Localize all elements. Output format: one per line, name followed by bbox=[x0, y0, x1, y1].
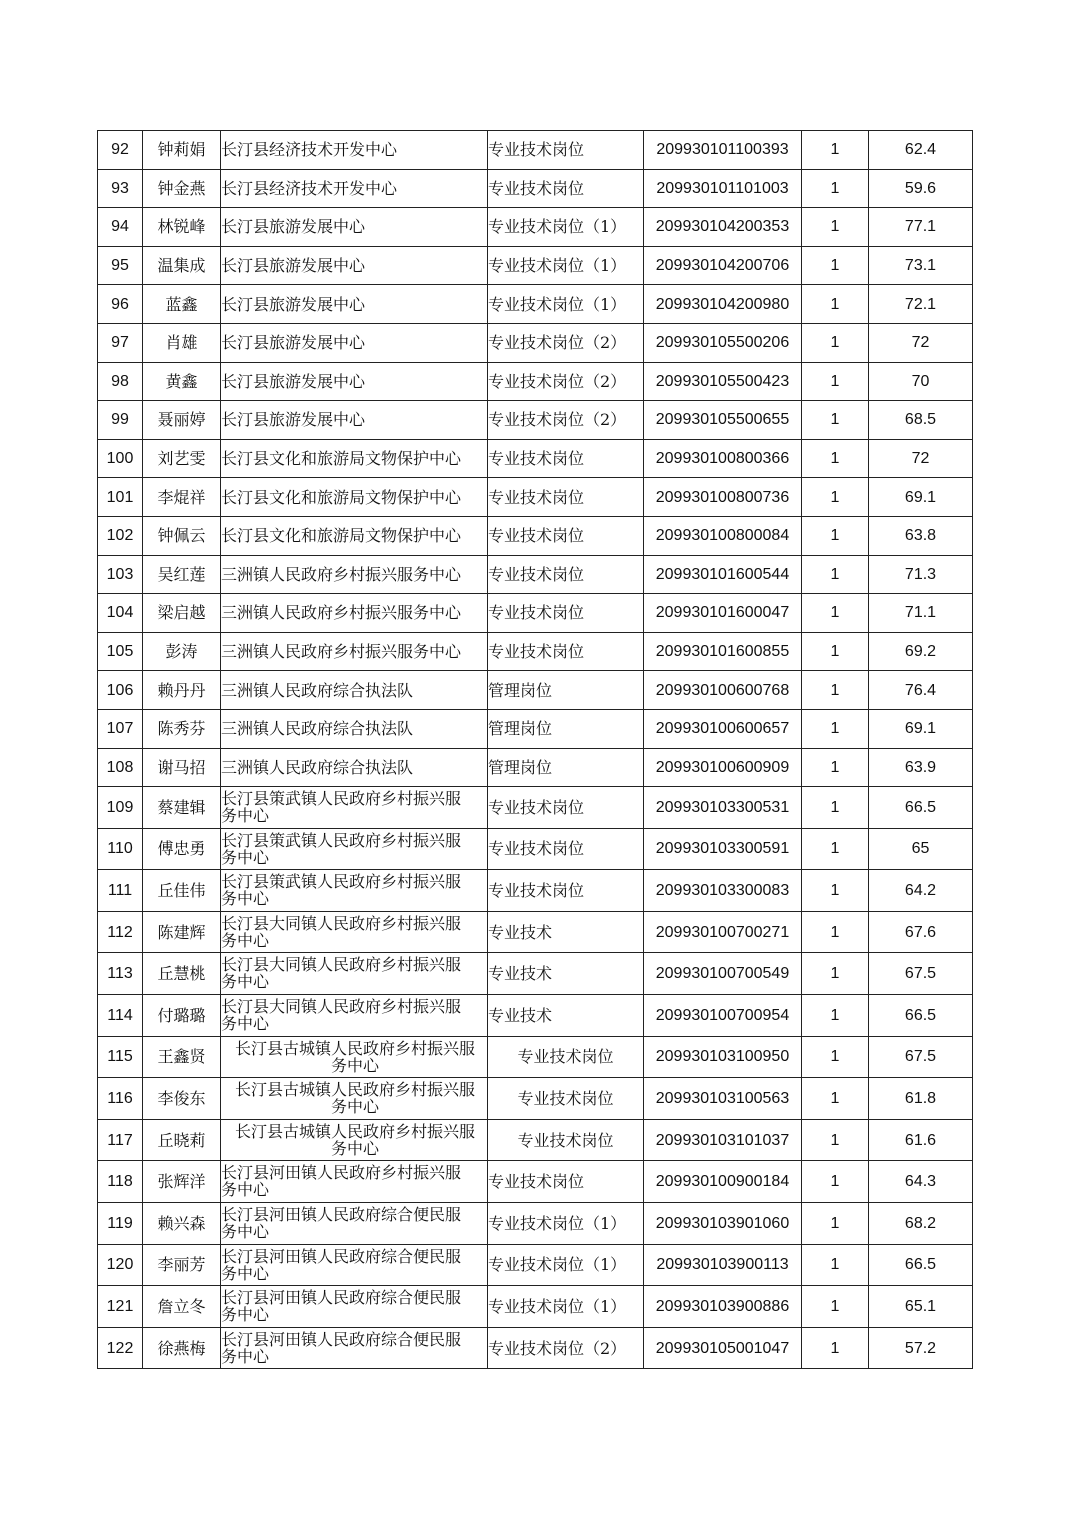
hiring-quota: 1 bbox=[802, 323, 869, 362]
hiring-quota: 1 bbox=[802, 1161, 869, 1203]
hiring-quota: 1 bbox=[802, 1327, 869, 1369]
position-title: 专业技术岗位 bbox=[488, 1119, 644, 1161]
employer-unit bbox=[221, 1244, 488, 1286]
position-title: 专业技术岗位（1） bbox=[488, 246, 644, 285]
exam-ticket-number: 209930100900184 bbox=[644, 1161, 802, 1203]
row-index: 116 bbox=[98, 1078, 143, 1120]
candidate-name: 蓝鑫 bbox=[143, 285, 221, 324]
table-row bbox=[98, 1203, 973, 1245]
row-index: 122 bbox=[98, 1327, 143, 1369]
exam-score: 66.5 bbox=[869, 1244, 973, 1286]
table-row bbox=[98, 516, 973, 555]
hiring-quota: 1 bbox=[802, 1286, 869, 1328]
employer-unit-text: 长汀县策武镇人民政府乡村振兴服务中心 bbox=[221, 789, 462, 826]
exam-score: 62.4 bbox=[869, 131, 973, 170]
hiring-quota: 1 bbox=[802, 439, 869, 478]
table-row bbox=[98, 285, 973, 324]
row-index: 111 bbox=[98, 870, 143, 912]
row-index: 110 bbox=[98, 828, 143, 870]
candidate-name: 梁启越 bbox=[143, 594, 221, 633]
candidate-name: 陈秀芬 bbox=[143, 709, 221, 748]
position-title: 专业技术岗位 bbox=[488, 516, 644, 555]
candidate-name: 丘慧桃 bbox=[143, 953, 221, 995]
hiring-quota: 1 bbox=[802, 131, 869, 170]
hiring-quota: 1 bbox=[802, 401, 869, 440]
row-index: 102 bbox=[98, 516, 143, 555]
exam-score: 69.1 bbox=[869, 709, 973, 748]
exam-score: 70 bbox=[869, 362, 973, 401]
candidate-name: 刘艺雯 bbox=[143, 439, 221, 478]
row-index: 94 bbox=[98, 208, 143, 247]
exam-score: 61.8 bbox=[869, 1078, 973, 1120]
table-row bbox=[98, 323, 973, 362]
position-title: 专业技术岗位（2） bbox=[488, 323, 644, 362]
candidate-name: 林锐峰 bbox=[143, 208, 221, 247]
exam-ticket-number: 209930100600768 bbox=[644, 671, 802, 710]
employer-unit-text: 长汀县古城镇人民政府乡村振兴服务中心 bbox=[234, 1038, 475, 1075]
position-title: 专业技术岗位（1） bbox=[488, 285, 644, 324]
employer-unit-text: 长汀县旅游发展中心 bbox=[221, 294, 366, 314]
hiring-quota: 1 bbox=[802, 285, 869, 324]
position-title: 专业技术岗位 bbox=[488, 439, 644, 478]
table-row bbox=[98, 870, 973, 912]
exam-score: 71.3 bbox=[869, 555, 973, 594]
candidate-name: 钟莉娟 bbox=[143, 131, 221, 170]
exam-score: 61.6 bbox=[869, 1119, 973, 1161]
position-title: 专业技术岗位 bbox=[488, 870, 644, 912]
employer-unit bbox=[221, 953, 488, 995]
candidate-name: 谢马招 bbox=[143, 748, 221, 787]
position-title: 专业技术岗位（2） bbox=[488, 362, 644, 401]
position-title: 专业技术岗位（1） bbox=[488, 1286, 644, 1328]
exam-ticket-number: 209930100800366 bbox=[644, 439, 802, 478]
exam-score: 66.5 bbox=[869, 787, 973, 829]
candidate-name: 丘佳伟 bbox=[143, 870, 221, 912]
employer-unit bbox=[221, 748, 488, 787]
exam-ticket-number: 209930100700549 bbox=[644, 953, 802, 995]
employer-unit bbox=[221, 1161, 488, 1203]
row-index: 108 bbox=[98, 748, 143, 787]
position-title: 管理岗位 bbox=[488, 709, 644, 748]
employer-unit bbox=[221, 787, 488, 829]
table-row bbox=[98, 169, 973, 208]
exam-score: 66.5 bbox=[869, 995, 973, 1037]
employer-unit bbox=[221, 555, 488, 594]
table-row bbox=[98, 131, 973, 170]
employer-unit-text: 长汀县大同镇人民政府乡村振兴服务中心 bbox=[221, 913, 462, 950]
table-row bbox=[98, 748, 973, 787]
hiring-quota: 1 bbox=[802, 1203, 869, 1245]
candidate-name: 赖兴森 bbox=[143, 1203, 221, 1245]
hiring-quota: 1 bbox=[802, 516, 869, 555]
exam-ticket-number: 209930101101003 bbox=[644, 169, 802, 208]
row-index: 98 bbox=[98, 362, 143, 401]
position-title: 专业技术岗位 bbox=[488, 828, 644, 870]
employer-unit-text: 三洲镇人民政府乡村振兴服务中心 bbox=[221, 564, 462, 584]
position-title: 专业技术 bbox=[488, 911, 644, 953]
exam-ticket-number: 209930105500206 bbox=[644, 323, 802, 362]
table-row bbox=[98, 246, 973, 285]
table-row bbox=[98, 632, 973, 671]
employer-unit-text: 长汀县旅游发展中心 bbox=[221, 410, 366, 430]
table-row bbox=[98, 995, 973, 1037]
candidate-name: 李丽芳 bbox=[143, 1244, 221, 1286]
hiring-quota: 1 bbox=[802, 995, 869, 1037]
exam-ticket-number: 209930103300591 bbox=[644, 828, 802, 870]
employer-unit-text: 长汀县策武镇人民政府乡村振兴服务中心 bbox=[221, 872, 462, 909]
employer-unit-text: 长汀县河田镇人民政府综合便民服务中心 bbox=[221, 1288, 462, 1325]
employer-unit bbox=[221, 208, 488, 247]
table-row bbox=[98, 911, 973, 953]
candidate-name: 彭涛 bbox=[143, 632, 221, 671]
candidate-name: 王鑫贤 bbox=[143, 1036, 221, 1078]
employer-unit-text: 长汀县古城镇人民政府乡村振兴服务中心 bbox=[234, 1121, 475, 1158]
table-row bbox=[98, 1286, 973, 1328]
exam-score: 63.8 bbox=[869, 516, 973, 555]
row-index: 104 bbox=[98, 594, 143, 633]
employer-unit bbox=[221, 285, 488, 324]
table-row bbox=[98, 1161, 973, 1203]
candidate-name: 李焜祥 bbox=[143, 478, 221, 517]
hiring-quota: 1 bbox=[802, 1078, 869, 1120]
position-title: 专业技术岗位 bbox=[488, 787, 644, 829]
employer-unit-text: 长汀县古城镇人民政府乡村振兴服务中心 bbox=[234, 1080, 475, 1117]
employer-unit-text: 三洲镇人民政府乡村振兴服务中心 bbox=[221, 642, 462, 662]
position-title: 专业技术岗位（2） bbox=[488, 401, 644, 440]
exam-score: 67.5 bbox=[869, 1036, 973, 1078]
exam-score: 69.2 bbox=[869, 632, 973, 671]
employer-unit bbox=[221, 1078, 488, 1120]
table-row bbox=[98, 1119, 973, 1161]
hiring-quota: 1 bbox=[802, 362, 869, 401]
exam-ticket-number: 209930100800736 bbox=[644, 478, 802, 517]
employer-unit bbox=[221, 323, 488, 362]
exam-ticket-number: 209930100700954 bbox=[644, 995, 802, 1037]
exam-ticket-number: 209930104200706 bbox=[644, 246, 802, 285]
candidate-table-sheet bbox=[97, 130, 972, 1369]
employer-unit bbox=[221, 1286, 488, 1328]
position-title: 专业技术岗位（1） bbox=[488, 1244, 644, 1286]
row-index: 93 bbox=[98, 169, 143, 208]
employer-unit-text: 长汀县河田镇人民政府综合便民服务中心 bbox=[221, 1329, 462, 1366]
position-title: 专业技术 bbox=[488, 995, 644, 1037]
exam-ticket-number: 209930100800084 bbox=[644, 516, 802, 555]
position-title: 专业技术岗位 bbox=[488, 1036, 644, 1078]
candidate-name: 温集成 bbox=[143, 246, 221, 285]
table-row bbox=[98, 555, 973, 594]
exam-ticket-number: 209930105500655 bbox=[644, 401, 802, 440]
row-index: 100 bbox=[98, 439, 143, 478]
position-title: 专业技术岗位 bbox=[488, 594, 644, 633]
employer-unit bbox=[221, 632, 488, 671]
employer-unit-text: 长汀县经济技术开发中心 bbox=[221, 140, 398, 160]
position-title: 专业技术岗位（1） bbox=[488, 208, 644, 247]
hiring-quota: 1 bbox=[802, 828, 869, 870]
table-row bbox=[98, 671, 973, 710]
exam-ticket-number: 209930101600544 bbox=[644, 555, 802, 594]
exam-ticket-number: 209930101600855 bbox=[644, 632, 802, 671]
exam-score: 73.1 bbox=[869, 246, 973, 285]
exam-score: 65.1 bbox=[869, 1286, 973, 1328]
candidate-name: 钟佩云 bbox=[143, 516, 221, 555]
exam-score: 69.1 bbox=[869, 478, 973, 517]
position-title: 专业技术岗位 bbox=[488, 131, 644, 170]
employer-unit-text: 三洲镇人民政府综合执法队 bbox=[221, 757, 414, 777]
row-index: 106 bbox=[98, 671, 143, 710]
position-title: 专业技术岗位 bbox=[488, 1161, 644, 1203]
exam-score: 72 bbox=[869, 439, 973, 478]
candidate-name: 聂丽婷 bbox=[143, 401, 221, 440]
position-title: 专业技术岗位 bbox=[488, 169, 644, 208]
table-row bbox=[98, 439, 973, 478]
employer-unit-text: 长汀县旅游发展中心 bbox=[221, 333, 366, 353]
table-row bbox=[98, 953, 973, 995]
candidate-name: 黄鑫 bbox=[143, 362, 221, 401]
row-index: 101 bbox=[98, 478, 143, 517]
candidate-name: 傅忠勇 bbox=[143, 828, 221, 870]
table-row bbox=[98, 709, 973, 748]
exam-ticket-number: 209930101100393 bbox=[644, 131, 802, 170]
hiring-quota: 1 bbox=[802, 911, 869, 953]
hiring-quota: 1 bbox=[802, 671, 869, 710]
position-title: 专业技术岗位（1） bbox=[488, 1203, 644, 1245]
employer-unit-text: 长汀县文化和旅游局文物保护中心 bbox=[221, 449, 462, 469]
exam-ticket-number: 209930103900886 bbox=[644, 1286, 802, 1328]
hiring-quota: 1 bbox=[802, 246, 869, 285]
hiring-quota: 1 bbox=[802, 1036, 869, 1078]
hiring-quota: 1 bbox=[802, 208, 869, 247]
employer-unit bbox=[221, 995, 488, 1037]
row-index: 115 bbox=[98, 1036, 143, 1078]
employer-unit-text: 三洲镇人民政府乡村振兴服务中心 bbox=[221, 603, 462, 623]
employer-unit-text: 长汀县经济技术开发中心 bbox=[221, 178, 398, 198]
position-title: 专业技术 bbox=[488, 953, 644, 995]
hiring-quota: 1 bbox=[802, 709, 869, 748]
row-index: 120 bbox=[98, 1244, 143, 1286]
table-row bbox=[98, 1036, 973, 1078]
candidate-name: 张辉洋 bbox=[143, 1161, 221, 1203]
employer-unit-text: 长汀县旅游发展中心 bbox=[221, 371, 366, 391]
exam-ticket-number: 209930103300531 bbox=[644, 787, 802, 829]
row-index: 95 bbox=[98, 246, 143, 285]
table-row bbox=[98, 594, 973, 633]
exam-ticket-number: 209930101600047 bbox=[644, 594, 802, 633]
employer-unit-text: 长汀县旅游发展中心 bbox=[221, 217, 366, 237]
position-title: 专业技术岗位 bbox=[488, 555, 644, 594]
table-row bbox=[98, 828, 973, 870]
hiring-quota: 1 bbox=[802, 953, 869, 995]
row-index: 112 bbox=[98, 911, 143, 953]
hiring-quota: 1 bbox=[802, 748, 869, 787]
employer-unit bbox=[221, 1327, 488, 1369]
exam-score: 64.2 bbox=[869, 870, 973, 912]
employer-unit-text: 长汀县旅游发展中心 bbox=[221, 256, 366, 276]
employer-unit bbox=[221, 131, 488, 170]
employer-unit bbox=[221, 478, 488, 517]
candidate-name: 詹立冬 bbox=[143, 1286, 221, 1328]
exam-score: 77.1 bbox=[869, 208, 973, 247]
candidate-name: 李俊东 bbox=[143, 1078, 221, 1120]
exam-score: 68.2 bbox=[869, 1203, 973, 1245]
table-row bbox=[98, 1078, 973, 1120]
exam-score: 59.6 bbox=[869, 169, 973, 208]
exam-score: 63.9 bbox=[869, 748, 973, 787]
row-index: 118 bbox=[98, 1161, 143, 1203]
employer-unit bbox=[221, 709, 488, 748]
exam-score: 68.5 bbox=[869, 401, 973, 440]
hiring-quota: 1 bbox=[802, 787, 869, 829]
exam-ticket-number: 209930104200980 bbox=[644, 285, 802, 324]
table-row bbox=[98, 787, 973, 829]
table-row bbox=[98, 1327, 973, 1369]
exam-ticket-number: 209930100600909 bbox=[644, 748, 802, 787]
employer-unit bbox=[221, 1203, 488, 1245]
hiring-quota: 1 bbox=[802, 555, 869, 594]
exam-ticket-number: 209930105001047 bbox=[644, 1327, 802, 1369]
employer-unit bbox=[221, 594, 488, 633]
row-index: 99 bbox=[98, 401, 143, 440]
row-index: 113 bbox=[98, 953, 143, 995]
hiring-quota: 1 bbox=[802, 870, 869, 912]
row-index: 109 bbox=[98, 787, 143, 829]
row-index: 121 bbox=[98, 1286, 143, 1328]
row-index: 97 bbox=[98, 323, 143, 362]
exam-ticket-number: 209930105500423 bbox=[644, 362, 802, 401]
exam-score: 72.1 bbox=[869, 285, 973, 324]
employer-unit bbox=[221, 1036, 488, 1078]
employer-unit-text: 长汀县河田镇人民政府乡村振兴服务中心 bbox=[221, 1163, 462, 1200]
exam-score: 67.5 bbox=[869, 953, 973, 995]
employer-unit bbox=[221, 516, 488, 555]
employer-unit bbox=[221, 246, 488, 285]
employer-unit-text: 长汀县文化和旅游局文物保护中心 bbox=[221, 487, 462, 507]
exam-ticket-number: 209930104200353 bbox=[644, 208, 802, 247]
employer-unit-text: 长汀县文化和旅游局文物保护中心 bbox=[221, 526, 462, 546]
table-row bbox=[98, 478, 973, 517]
candidate-name: 吴红莲 bbox=[143, 555, 221, 594]
row-index: 96 bbox=[98, 285, 143, 324]
employer-unit bbox=[221, 362, 488, 401]
row-index: 119 bbox=[98, 1203, 143, 1245]
employer-unit bbox=[221, 401, 488, 440]
exam-ticket-number: 209930103901060 bbox=[644, 1203, 802, 1245]
employer-unit bbox=[221, 169, 488, 208]
table-row bbox=[98, 362, 973, 401]
exam-ticket-number: 209930103100563 bbox=[644, 1078, 802, 1120]
employer-unit-text: 长汀县大同镇人民政府乡村振兴服务中心 bbox=[221, 955, 462, 992]
exam-score: 72 bbox=[869, 323, 973, 362]
hiring-quota: 1 bbox=[802, 632, 869, 671]
exam-score: 71.1 bbox=[869, 594, 973, 633]
candidate-table-body bbox=[98, 131, 973, 1369]
employer-unit-text: 三洲镇人民政府综合执法队 bbox=[221, 719, 414, 739]
employer-unit bbox=[221, 828, 488, 870]
table-row bbox=[98, 208, 973, 247]
exam-score: 76.4 bbox=[869, 671, 973, 710]
hiring-quota: 1 bbox=[802, 1119, 869, 1161]
exam-ticket-number: 209930103300083 bbox=[644, 870, 802, 912]
employer-unit bbox=[221, 1119, 488, 1161]
exam-ticket-number: 209930100600657 bbox=[644, 709, 802, 748]
candidate-name: 钟金燕 bbox=[143, 169, 221, 208]
candidate-table bbox=[97, 130, 973, 1369]
exam-ticket-number: 209930100700271 bbox=[644, 911, 802, 953]
position-title: 专业技术岗位 bbox=[488, 478, 644, 517]
employer-unit bbox=[221, 671, 488, 710]
employer-unit bbox=[221, 439, 488, 478]
position-title: 管理岗位 bbox=[488, 671, 644, 710]
candidate-name: 陈建辉 bbox=[143, 911, 221, 953]
hiring-quota: 1 bbox=[802, 169, 869, 208]
row-index: 114 bbox=[98, 995, 143, 1037]
row-index: 107 bbox=[98, 709, 143, 748]
table-row bbox=[98, 1244, 973, 1286]
employer-unit bbox=[221, 870, 488, 912]
exam-score: 65 bbox=[869, 828, 973, 870]
candidate-name: 蔡建辑 bbox=[143, 787, 221, 829]
candidate-name: 付璐璐 bbox=[143, 995, 221, 1037]
hiring-quota: 1 bbox=[802, 478, 869, 517]
exam-score: 57.2 bbox=[869, 1327, 973, 1369]
position-title: 专业技术岗位 bbox=[488, 632, 644, 671]
exam-score: 67.6 bbox=[869, 911, 973, 953]
row-index: 117 bbox=[98, 1119, 143, 1161]
candidate-name: 肖雄 bbox=[143, 323, 221, 362]
employer-unit bbox=[221, 911, 488, 953]
exam-ticket-number: 209930103100950 bbox=[644, 1036, 802, 1078]
exam-score: 64.3 bbox=[869, 1161, 973, 1203]
row-index: 105 bbox=[98, 632, 143, 671]
candidate-name: 徐燕梅 bbox=[143, 1327, 221, 1369]
hiring-quota: 1 bbox=[802, 594, 869, 633]
position-title: 专业技术岗位（2） bbox=[488, 1327, 644, 1369]
candidate-name: 丘晓莉 bbox=[143, 1119, 221, 1161]
employer-unit-text: 三洲镇人民政府综合执法队 bbox=[221, 680, 414, 700]
hiring-quota: 1 bbox=[802, 1244, 869, 1286]
employer-unit-text: 长汀县策武镇人民政府乡村振兴服务中心 bbox=[221, 830, 462, 867]
employer-unit-text: 长汀县河田镇人民政府综合便民服务中心 bbox=[221, 1246, 462, 1283]
position-title: 管理岗位 bbox=[488, 748, 644, 787]
row-index: 103 bbox=[98, 555, 143, 594]
employer-unit-text: 长汀县大同镇人民政府乡村振兴服务中心 bbox=[221, 997, 462, 1034]
row-index: 92 bbox=[98, 131, 143, 170]
candidate-name: 赖丹丹 bbox=[143, 671, 221, 710]
table-row bbox=[98, 401, 973, 440]
exam-ticket-number: 209930103101037 bbox=[644, 1119, 802, 1161]
position-title: 专业技术岗位 bbox=[488, 1078, 644, 1120]
employer-unit-text: 长汀县河田镇人民政府综合便民服务中心 bbox=[221, 1205, 462, 1242]
exam-ticket-number: 209930103900113 bbox=[644, 1244, 802, 1286]
